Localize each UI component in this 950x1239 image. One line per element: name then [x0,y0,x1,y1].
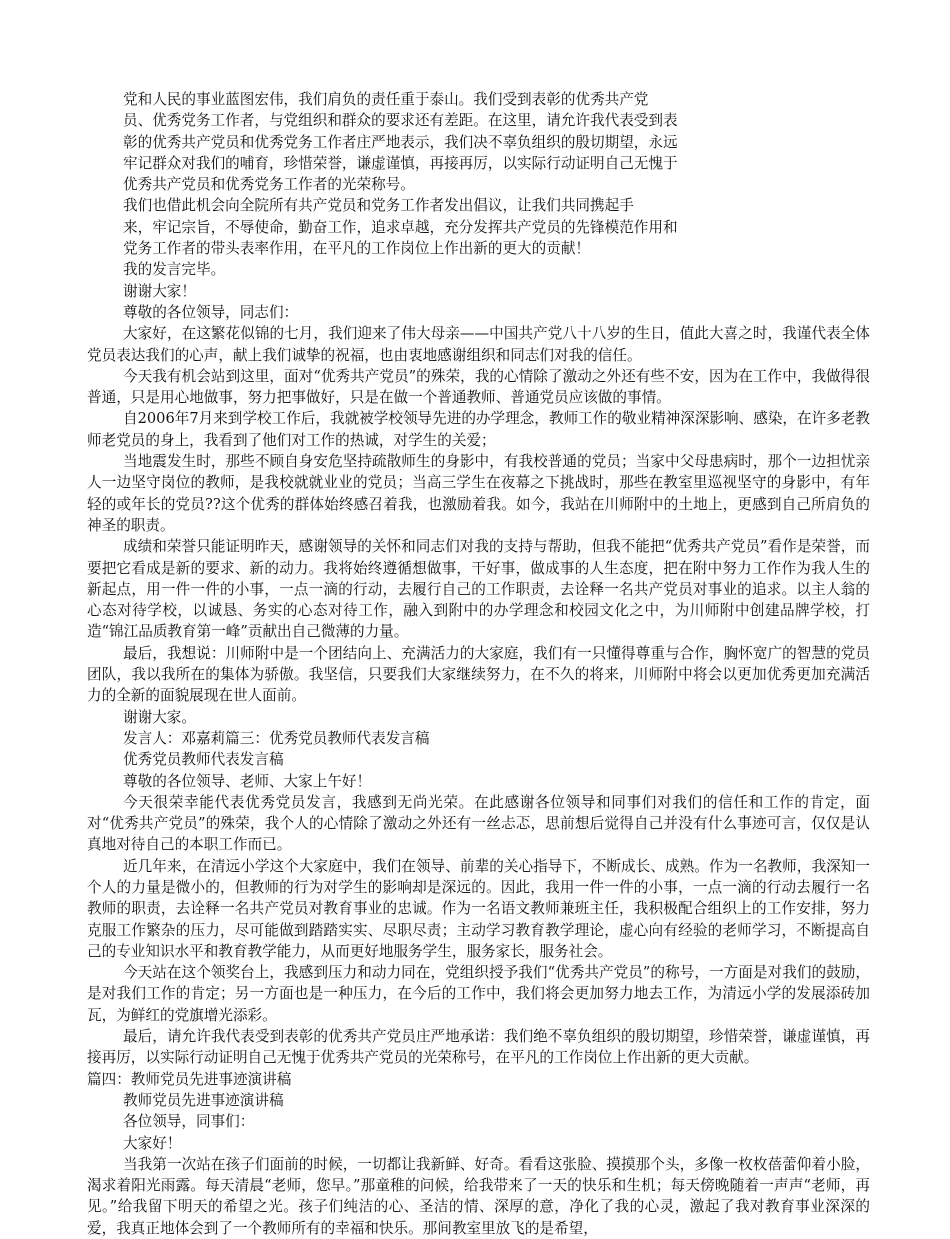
text-line: 牢记群众对我们的哺育，珍惜荣誉，谦虚谨慎，再接再厉，以实际行动证明自己无愧于 [123,154,678,172]
paragraph: 最后，请允许我代表受到表彰的优秀共产党员庄严地承诺：我们绝不辜负组织的殷切期望，珍惜荣誉，谦虚谨慎，再接再厉，以实际行动证明自己无愧于优秀共产党员的光荣称号，在平凡的工作岗位上作出新的更大贡献。 [87,1028,870,1067]
section-title: 教师党员先进事迹演讲稿 [123,1091,284,1109]
salutation: 各位领导，同事们： [123,1113,255,1131]
greeting: 大家好！ [123,1134,182,1152]
section-title: 优秀党员教师代表发言稿 [123,751,284,769]
salutation: 尊敬的各位领导、老师、大家上午好！ [123,772,372,790]
paragraph: 大家好，在这繁花似锦的七月，我们迎来了伟大母亲——中国共产党八十八岁的生日，值此大喜之时，我谨代表全体党员表达我们的心声，献上我们诚挚的祝福，也由衷地感谢组织和同志们对我的信任。 [87,325,870,364]
body-paragraphs [87,323,870,1239]
text-line: 党和人民的事业蓝图宏伟，我们肩负的责任重于泰山。我们受到表彰的优秀共产党 [123,91,649,108]
paragraph: 当地震发生时，那些不顾自身安危坚持疏散师生的身影中，有我校普通的党员；当家中父母患病时，那个一边担忧亲人一边坚守岗位的教师，是我校就就业业的党员；当高三学生在夜幕之下挑战时，那些在教室里巡视坚守的身影中，有年轻的或年长的党员??这个优秀的群体始终感召着我，也激励着我。如今，我站在川师附中的土地上，更感到自己所肩负的神圣的职责。 [87,453,870,534]
text-line: 来，牢记宗旨，不辱使命，勤奋工作，追求卓越，充分发挥共产党员的先锋模范作用和 [123,218,678,236]
continued-speech-lines [87,89,870,323]
text-line: 我的发言完毕。 [123,261,226,279]
paragraph: 自2006年7月来到学校工作后，我就被学校领导先进的办学理念，教师工作的敬业精神深深影响、感染，在许多老教师老党员的身上，我看到了他们对工作的热诚，对学生的关爱； [87,410,870,449]
text-line: 尊敬的各位领导，同志们： [123,303,299,321]
text-line: 优秀共产党员和优秀党务工作者的光荣称号。 [123,176,415,194]
text-line: 员、优秀党务工作者，与党组织和群众的要求还有差距。在这里，请允许我代表受到表 [123,112,678,130]
paragraph: 今天站在这个领奖台上，我感到压力和动力同在，党组织授予我们“优秀共产党员”的称号，一方面是对我们的鼓励，是对我们工作的肯定；另一方面也是一种压力，在今后的工作中，我们将会更加努力地去工作，为清远小学的发展添砖加瓦，为鲜红的党旗增光添彩。 [87,964,870,1024]
paragraph: 今天很荣幸能代表优秀党员发言，我感到无尚光荣。在此感谢各位领导和同事们对我们的信任和工作的肯定，面对“优秀共产党员”的殊荣，我个人的心情除了激动之外还有一丝忐忑，思前想后觉得自己并没有什么事迹可言，仅仅是认真地对待自己的本职工作而已。 [87,793,870,854]
paragraph: 近几年来，在清远小学这个大家庭中，我们在领导、前辈的关心指导下，不断成长、成熟。作为一名教师，我深知一个人的力量是微小的，但教师的行为对学生的影响却是深远的。因此，我用一件一件的小事，一点一滴的行动去履行一名教师的职责，去诠释一名共产党员对教育事业的忠诚。作为一名语文教师兼班主任，我积极配合组织上的工作安排，努力克服工作繁杂的压力，尽可能做到踏踏实实、尽职尽责；主动学习教育教学理论，虚心向有经验的老师学习，不断提高自己的专业知识水平和教育教学能力，从而更好地服务学生，服务家长，服务社会。 [87,857,870,960]
paragraph: 今天我有机会站到这里，面对“优秀共产党员”的殊荣，我的心情除了激动之外还有些不安，因为在工作中，我做得很普通，只是用心地做事，努力把事做好，只是在做一个普通教师、普通党员应该做的事情。 [87,367,870,407]
text-line: 党务工作者的带头表率作用，在平凡的工作岗位上作出新的更大的贡献！ [123,240,591,258]
paragraph: 谢谢大家。 [123,708,196,726]
text-line: 谢谢大家！ [123,282,196,300]
paragraph: 当我第一次站在孩子们面前的时候，一切都让我新鲜、好奇。看看这张脸、摸摸那个头，多像一枚枚蓓蕾仰着小脸，渴求着阳光雨露。每天清晨“老师，您早。”那童稚的问候，给我带来了一天的快乐和生机；每天傍晚随着一声声“老师，再见。”给我留下明天的希望之光。孩子们纯洁的心、圣洁的情、深厚的意，净化了我的心灵，激起了我对教育事业深深的爱，我真正地体会到了一个教师所有的幸福和快乐。那间教室里放飞的是希望， [87,1155,870,1237]
text-line: 彰的优秀共产党员和优秀党务工作者庄严地表示，我们决不辜负组织的殷切期望，永远 [123,133,678,151]
speaker-line: 发言人：邓嘉莉篇三：优秀党员教师代表发言稿 [123,729,430,747]
chapter-heading: 篇四：教师党员先进事迹演讲稿 [87,1070,292,1088]
paragraph: 成绩和荣誉只能证明昨天，感谢领导的关怀和同志们对我的支持与帮助，但我不能把“优秀共产党员”看作是荣誉，而要把它看成是新的要求、新的动力。我将始终遵循想做事，干好事，做成事的人生态度，把在附中努力工作作为我人生的新起点，用一件一件的小事，一点一滴的行动，去履行自己的工作职责，去诠释一名共产党员对事业的追求。以主人翁的心态对待学校，以诚恳、务实的心态对待工作，融入到附中的办学理念和校园文化之中，为川师附中创建品牌学校，打造“锦江品质教育第一峰”贡献出自己微薄的力量。 [87,538,870,641]
text-line: 我们也借此机会向全院所有共产党员和党务工作者发出倡议，让我们共同携起手 [123,197,634,215]
paragraph: 最后，我想说：川师附中是一个团结向上、充满活力的大家庭，我们有一只懂得尊重与合作，胸怀宽广的智慧的党员团队，我以我所在的集体为骄傲。我坚信，只要我们大家继续努力，在不久的将来，川师附中将会以更加优秀更加充满活力的全新的面貌展现在世人面前。 [87,644,870,705]
